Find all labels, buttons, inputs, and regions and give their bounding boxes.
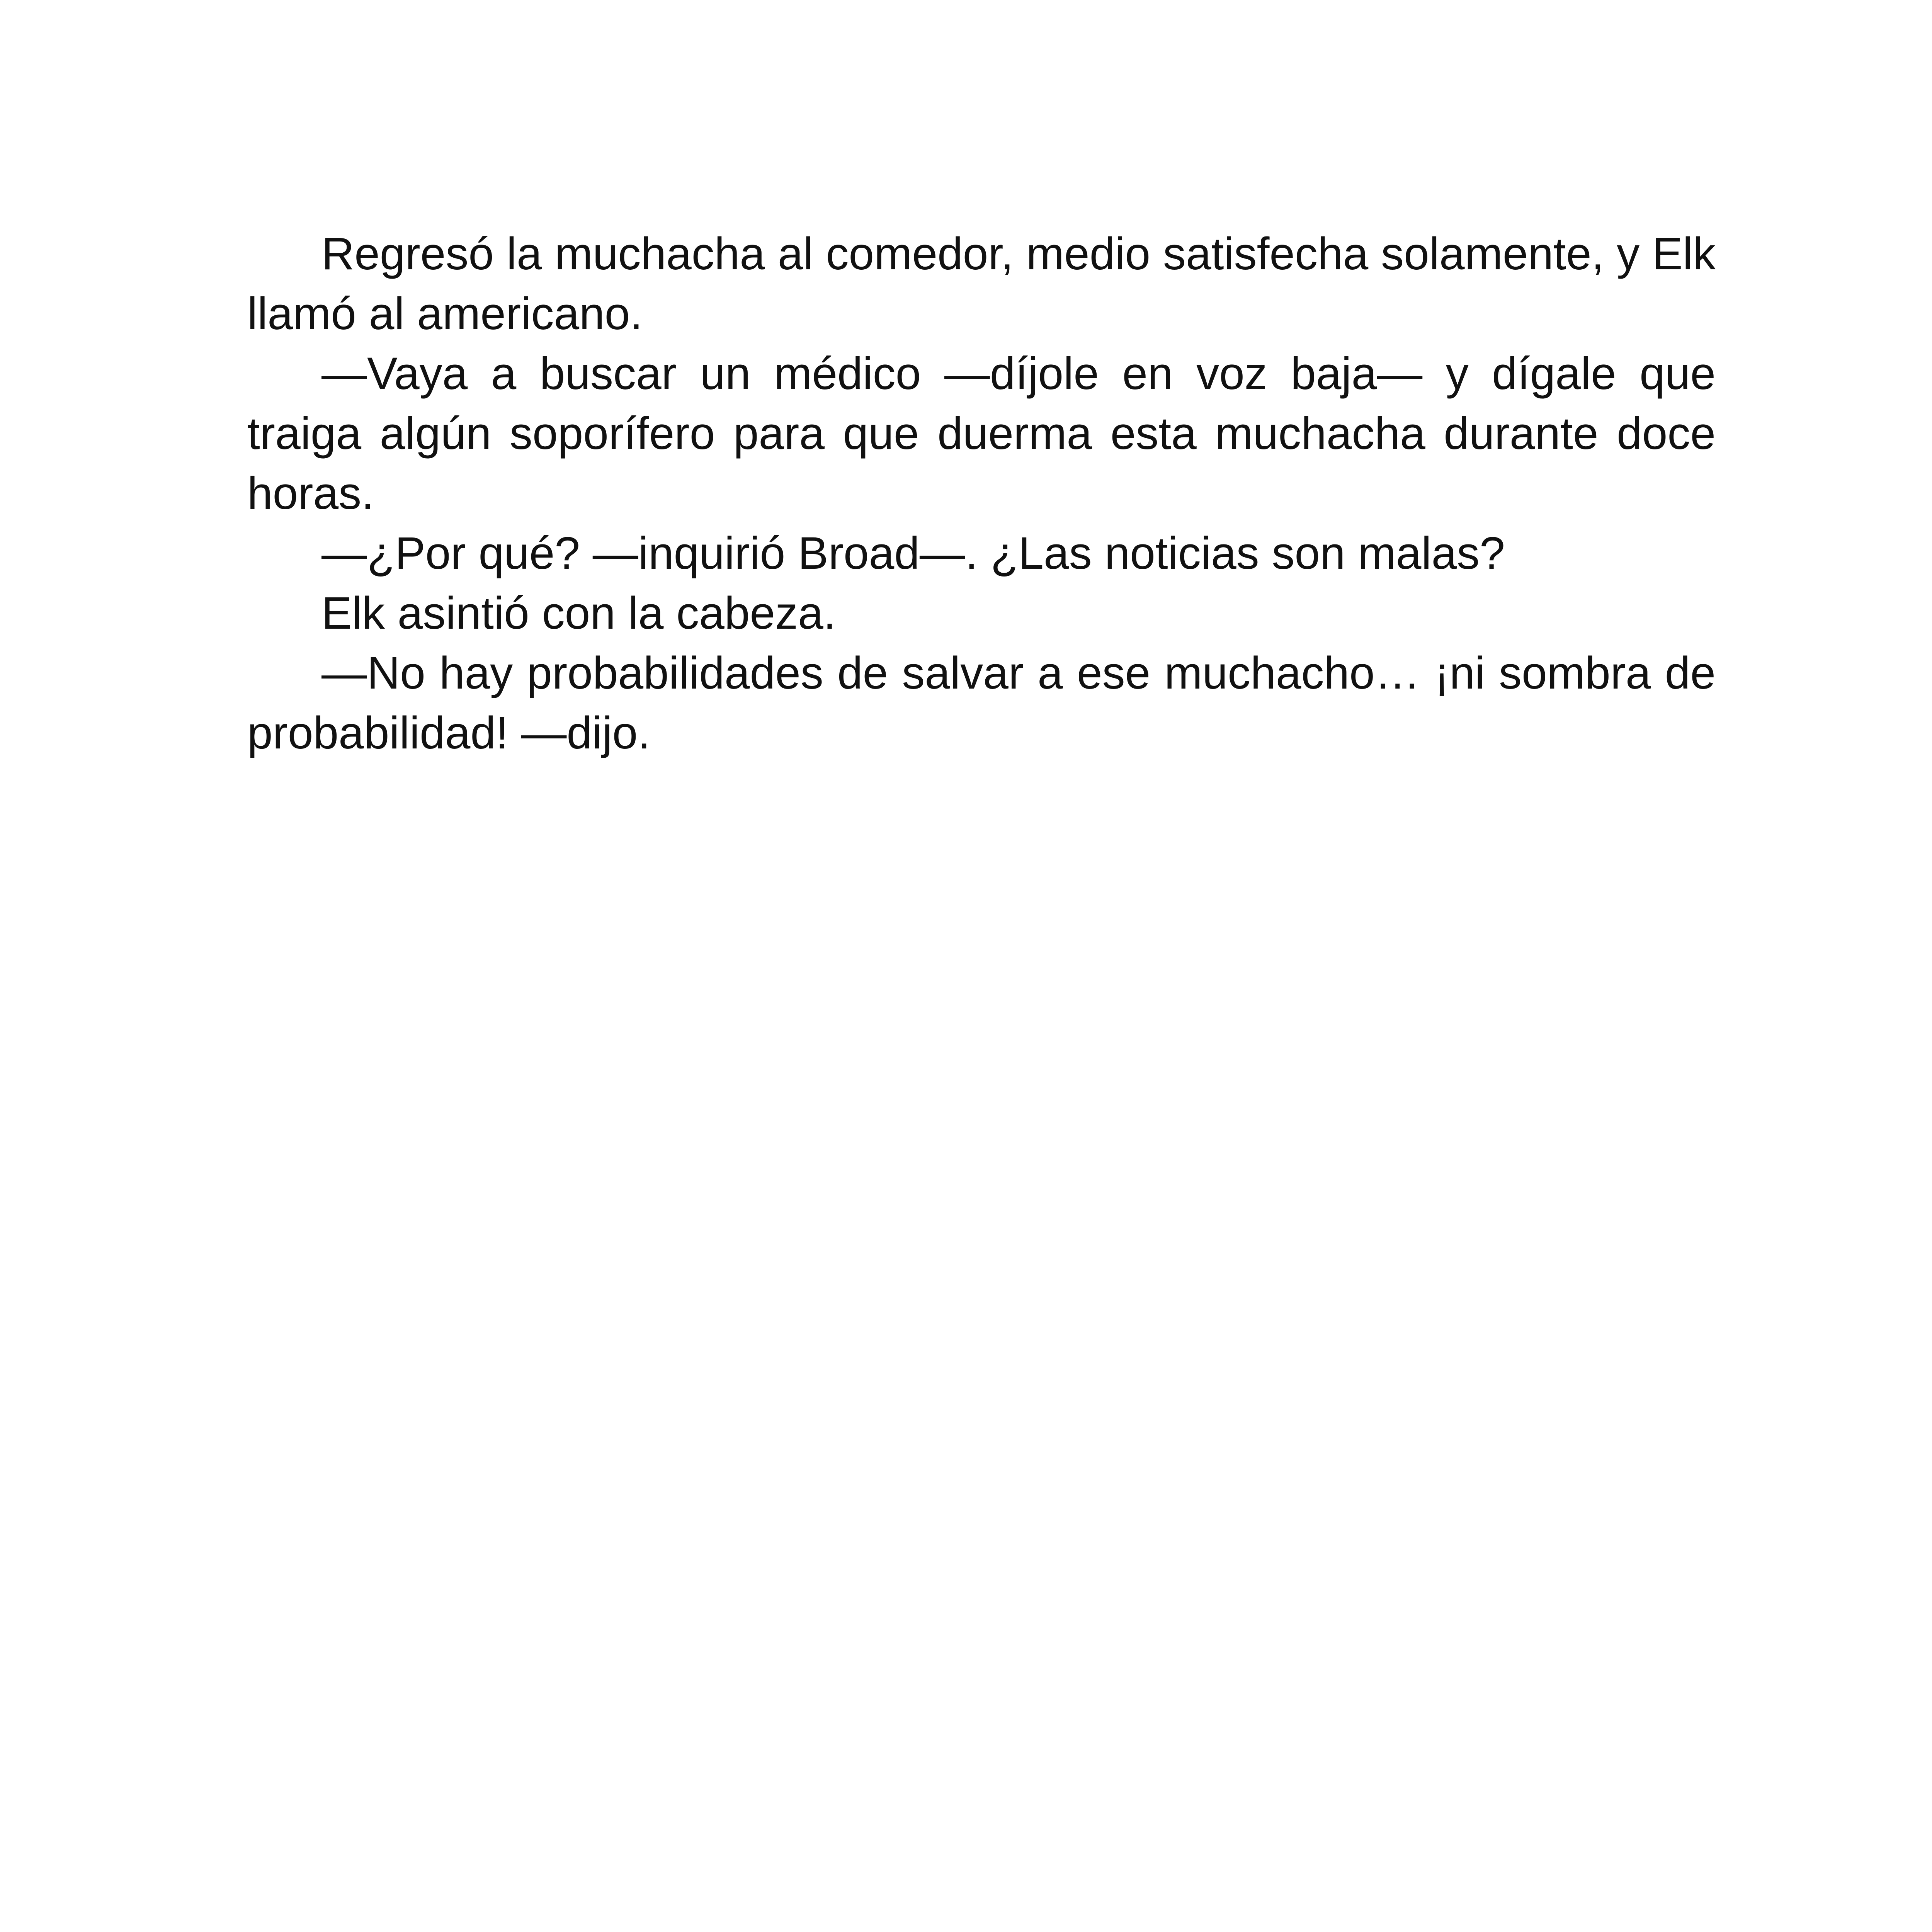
paragraph: —No hay probabilidades de salvar a ese muchacho… ¡ni sombra de probabilidad! —dijo. <box>247 648 1716 759</box>
paragraph: —¿Por qué? —inquirió Broad—. ¿Las noticias son malas? <box>321 528 1505 579</box>
paragraph: Regresó la muchacha al comedor, medio satisfecha solamente, y Elk llamó al americano. <box>247 228 1716 339</box>
body-text <box>247 224 1716 763</box>
paragraph: Elk asintió con la cabeza. <box>321 588 836 639</box>
paragraph: —Vaya a buscar un médico —díjole en voz baja— y dígale que traiga algún soporífero para que duerma esta muchacha durante doce horas. <box>247 348 1716 519</box>
